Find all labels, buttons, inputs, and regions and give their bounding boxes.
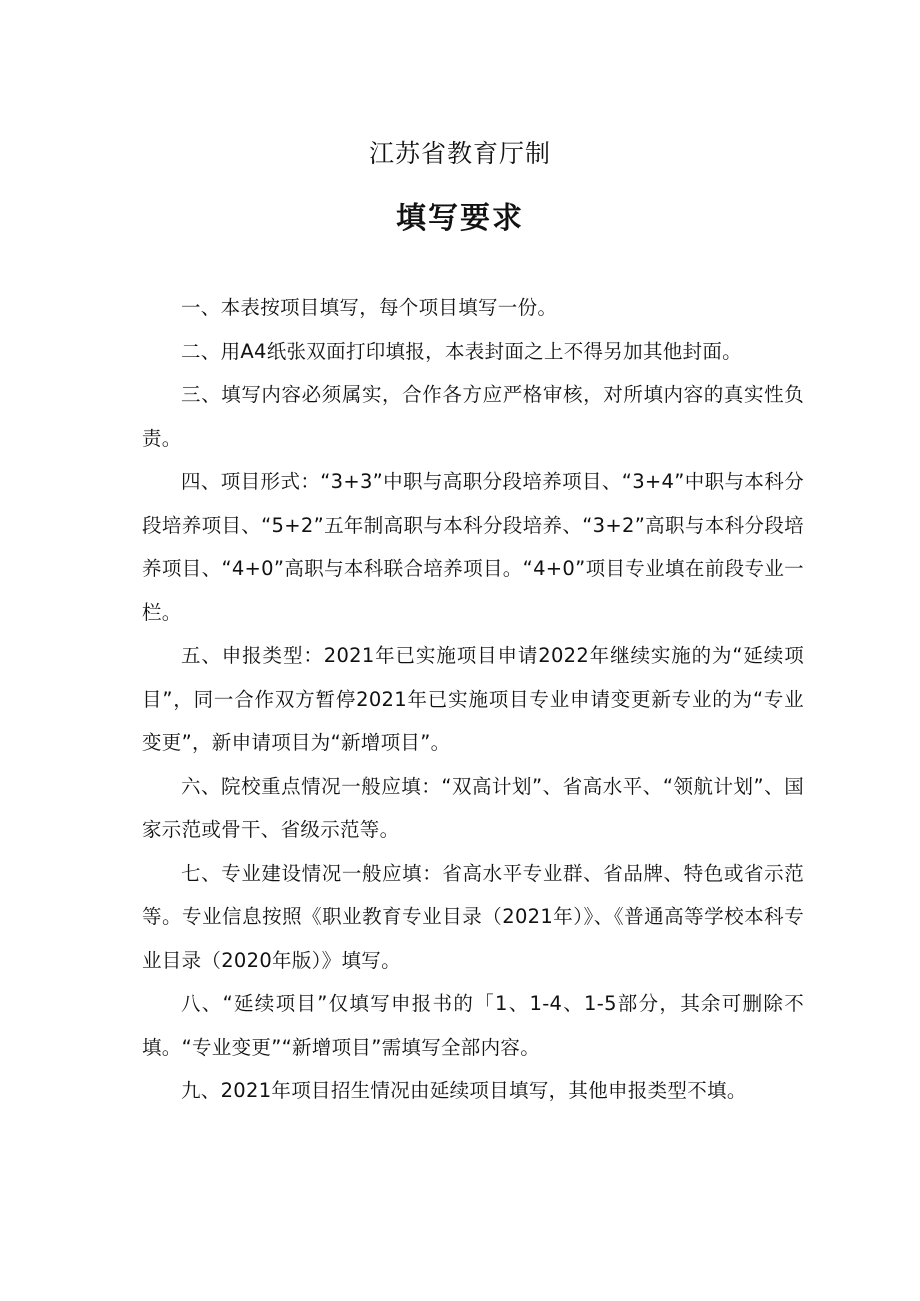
requirements-list bbox=[142, 286, 804, 1113]
requirement-item-3: 三、填写内容必须属实，合作各方应严格审核，对所填内容的真实性负责。 bbox=[142, 383, 804, 450]
requirement-item-6: 六、院校重点情况一般应填：“双高计划”、省高水平、“领航计划”、国家示范或骨干、省级示范等。 bbox=[142, 774, 804, 841]
requirement-item-2: 二、用A4纸张双面打印填报，本表封面之上不得另加其他封面。 bbox=[181, 339, 742, 363]
requirement-item-8: 八、“延续项目”仅填写申报书的「1、1-4、1-5部分，其余可删除不填。“专业变更”“新增项目”需填写全部内容。 bbox=[142, 992, 804, 1059]
requirement-item-7: 七、专业建设情况一般应填：省高水平专业群、省品牌、特色或省示范等。专业信息按照《职业教育专业目录（2021年）》、《普通高等学校本科专业目录（2020年版）》填写。 bbox=[142, 861, 804, 972]
requirement-item-1: 一、本表按项目填写，每个项目填写一份。 bbox=[181, 296, 558, 319]
requirement-item-4: 四、项目形式：“3+3”中职与高职分段培养项目、“3+4”中职与本科分段培养项目、“5+2”五年制高职与本科分段培养、“3+2”高职与本科分段培养项目、“4+0”高职与本科联合培养项目。“4+0”项目专业填在前段专业一栏。 bbox=[142, 470, 804, 624]
requirement-item-9: 九、2021年项目招生情况由延续项目填写，其他申报类型不填。 bbox=[181, 1079, 747, 1102]
requirement-item-5: 五、申报类型：2021年已实施项目申请2022年继续实施的为“延续项目”，同一合作双方暂停2021年已实施项目专业申请变更新专业的为“专业变更”，新申请项目为“新增项目”。 bbox=[142, 644, 804, 754]
issuer-line: 江苏省教育厅制 bbox=[368, 139, 551, 168]
page-title: 填写要求 bbox=[396, 201, 524, 236]
